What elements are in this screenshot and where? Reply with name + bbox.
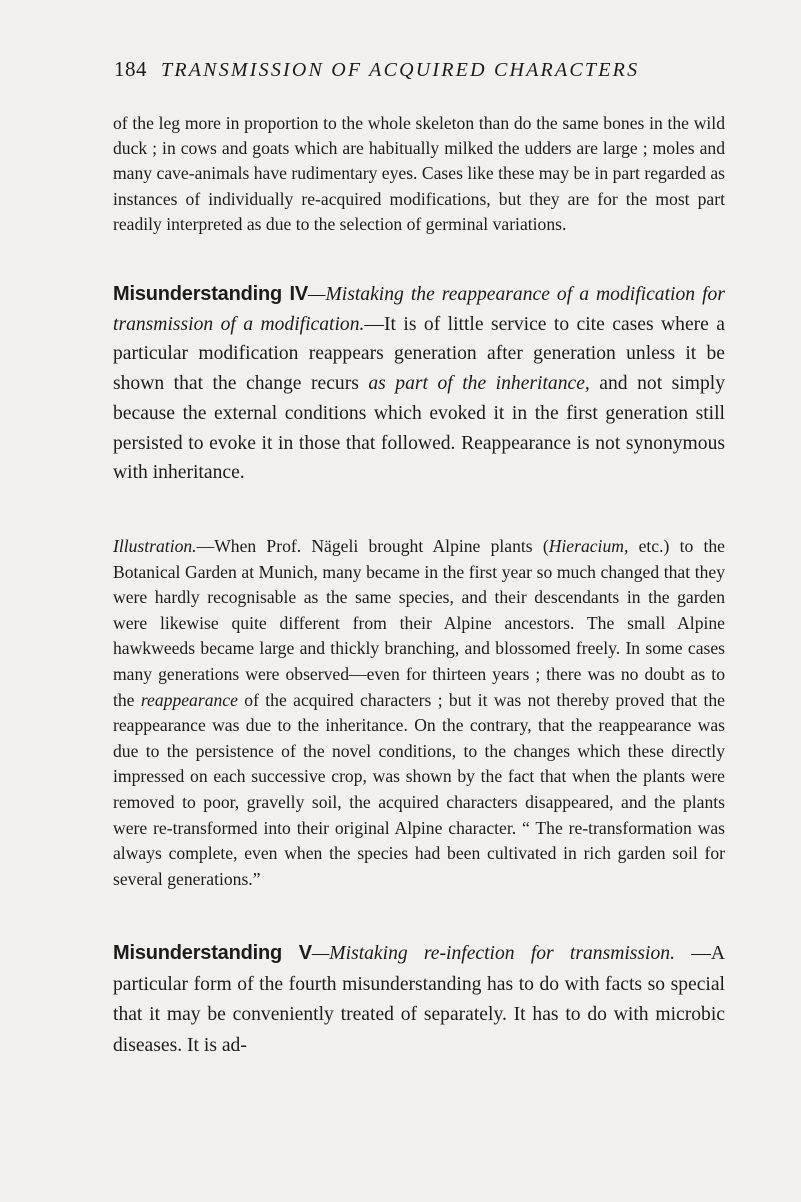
section-text: —A particular form of the fourth misunderstanding has to do with facts so special that it may be conveniently treated of separately. It has to do with microbic diseases. It is ad- bbox=[113, 943, 725, 1056]
illustration-paragraph bbox=[113, 534, 725, 892]
illustration-text: —When Prof. Nägeli brought Alpine plants ( bbox=[196, 536, 549, 556]
page-number: 184 bbox=[114, 57, 147, 81]
paragraph-continued: of the leg more in proportion to the whole skeleton than do the same bones in the wild duck ; in cows and goats which are habitually milked the udders are large ; moles and many cave-animals have rudimentary eyes. Cases like these may be in part regarded as instances of individually re-acquired modifications, but they are for the most part readily interpreted as due to the selection of germinal variations. bbox=[113, 113, 725, 234]
section-title: —Mistaking re-infection for transmission. bbox=[311, 943, 675, 964]
section-text: and not simply because the external conditions which evoked it in the first generation still persisted to evoke it in those that followed. Reappearance is not synonymous with inheritance. bbox=[113, 373, 725, 484]
illustration-emphasis: reappearance bbox=[140, 689, 238, 710]
section-misunderstanding-iv bbox=[113, 280, 725, 488]
illustration-label: Illustration. bbox=[113, 536, 197, 556]
section-emphasis: as part of the inheritance, bbox=[368, 373, 590, 395]
section-misunderstanding-v bbox=[113, 938, 725, 1061]
section-text: —It is of little service to cite cases where a particular modification reappears generation after generation unless it be shown that the change recurs bbox=[113, 313, 725, 395]
section-title: —Mistaking the reappearance of a modification for transmission of a modification. bbox=[113, 284, 725, 335]
section-heading: Misunderstanding IV bbox=[113, 283, 309, 305]
genus-name: Hieracium, bbox=[548, 536, 629, 556]
running-title: TRANSMISSION OF ACQUIRED CHARACTERS bbox=[161, 59, 640, 81]
illustration-text: etc.) to the Botanical Garden at Munich, many became in the first year so much changed that they were hardly recognisable as the same species, and their descendants in the garden were likewise quite different from their Alpine ancestors. The small Alpine hawkweeds became large and thickly branching, and blossomed freely. In some cases many generations were observed—even for thirteen years ; there was no doubt as to the bbox=[113, 536, 725, 710]
illustration-text: of the acquired characters ; but it was not thereby proved that the reappearance was due to the inheritance. On the contrary, that the reappearance was due to the persistence of the novel conditions, to the changes which these directly impressed on each successive crop, was shown by the fact that when the plants were removed to poor, gravelly soil, the acquired characters disappeared, and the plants were re-transformed into their original Alpine character. “ The re-transformation was always complete, even when the species had been cultivated in rich garden soil for several generations.” bbox=[113, 689, 725, 889]
section-heading: Misunderstanding V bbox=[113, 942, 312, 964]
page-header bbox=[114, 57, 714, 93]
